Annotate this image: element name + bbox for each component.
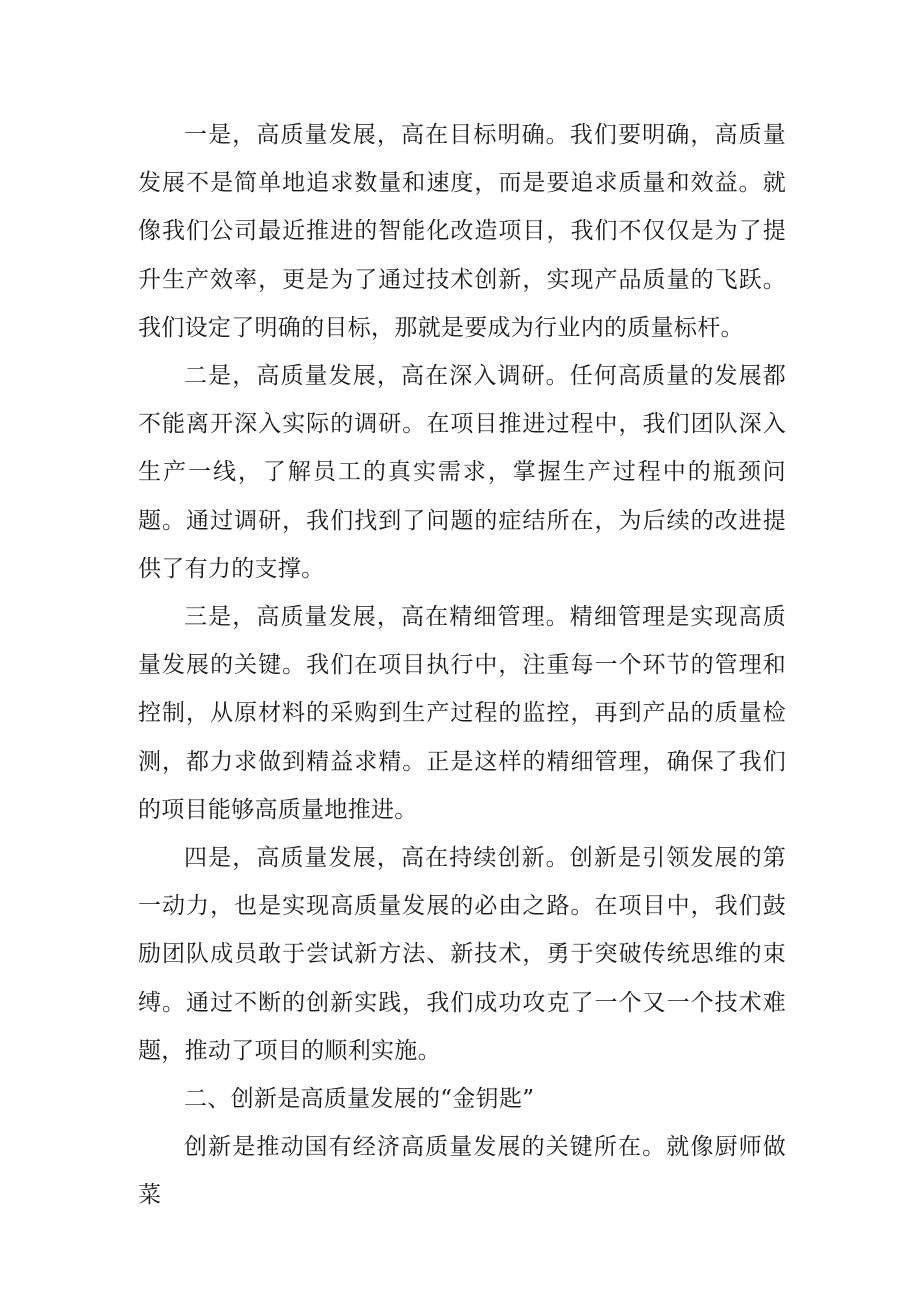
paragraph-fine-management: 三是，高质量发展，高在精细管理。精细管理是实现高质量发展的关键。我们在项目执行中，注重每一个环节的管理和控制，从原材料的采购到生产过程的监控，再到产品的质量检测，都力求做到精益求精。正是这样的精细管理，确保了我们的项目能够高质量地推进。 (138, 604, 786, 823)
paragraph-in-depth-research: 二是，高质量发展，高在深入调研。任何高质量的发展都不能离开深入实际的调研。在项目推进过程中，我们团队深入生产一线，了解员工的真实需求，掌握生产过程中的瓶颈问题。通过调研，我们找到了问题的症结所在，为后续的改进提供了有力的支撑。 (138, 363, 786, 582)
section-heading: 二、创新是高质量发展的“金钥匙” (184, 1086, 535, 1113)
paragraph-goal-clarity: 一是，高质量发展，高在目标明确。我们要明确，高质量发展不是简单地追求数量和速度，而是要追求质量和效益。就像我们公司最近推进的智能化改造项目，我们不仅仅是为了提升生产效率，更是为了通过技术创新，实现产品质量的飞跃。我们设定了明确的目标，那就是要成为行业内的质量标杆。 (138, 122, 786, 341)
paragraph-closing: 创新是推动国有经济高质量发展的关键所在。就像厨师做菜 (138, 1134, 786, 1209)
document-body (138, 111, 786, 1220)
paragraph-continuous-innovation: 四是，高质量发展，高在持续创新。创新是引领发展的第一动力，也是实现高质量发展的必由之路。在项目中，我们鼓励团队成员敢于尝试新方法、新技术，勇于突破传统思维的束缚。通过不断的创新实践，我们成功攻克了一个又一个技术难题，推动了项目的顺利实施。 (138, 845, 786, 1064)
